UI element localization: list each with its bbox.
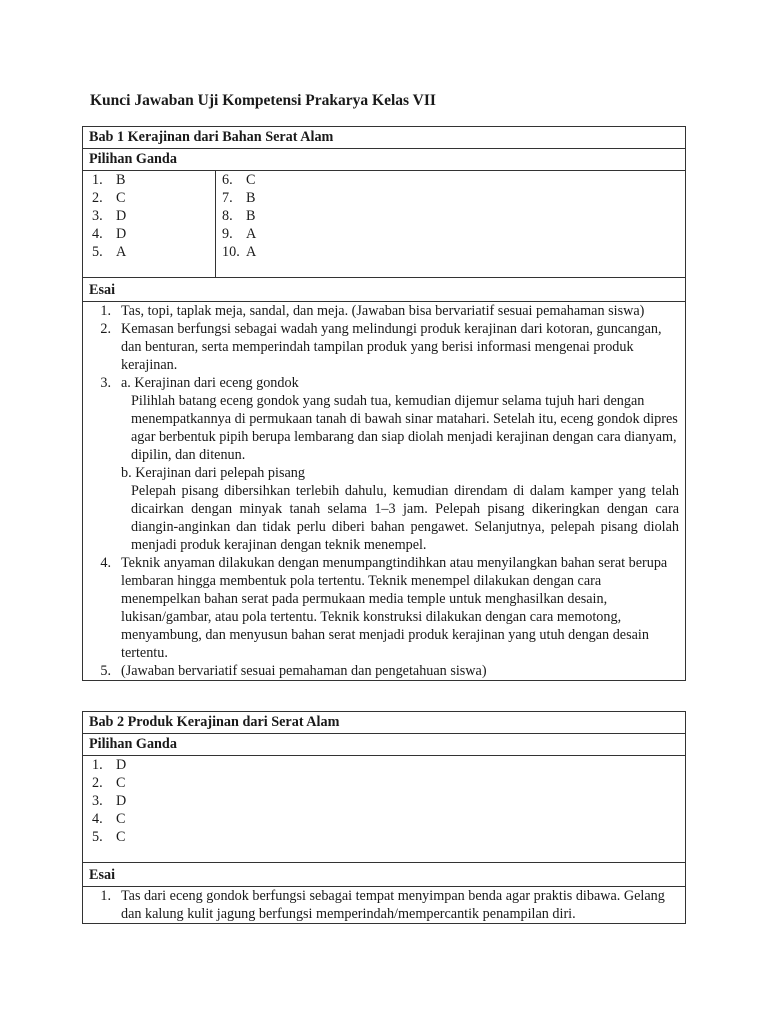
- mc-answer: 1. D: [92, 757, 127, 773]
- mc-answer: 10. A: [222, 244, 257, 260]
- essay-subtitle: a. Kerajinan dari eceng gondok: [121, 375, 299, 391]
- bab2-esai-label: Esai: [83, 863, 686, 887]
- bab2-pilihan-ganda-label: Pilihan Ganda: [83, 734, 686, 756]
- mc-answer: 8. B: [222, 208, 256, 224]
- essay-paragraph: Pilihlah batang eceng gondok yang sudah tua, kemudian dijemur selama tujuh hari dengan menempatkannya di permukaan tanah di bawah sinar matahari. Setelah itu, eceng gondok dipres agar berbentuk pipih berupa lembarang dan siap diolah menjadi kerajinan dengan cara dianyam, dipilin, dan ditenun.: [131, 393, 678, 463]
- mc-answer: 4. C: [92, 811, 126, 827]
- essay-answer: 4. Teknik anyaman dilakukan dengan menumpangtindihkan atau menyilangkan bahan serat berupa lembaran hingga membentuk pola tertentu. Teknik menempel dilakukan dengan cara menempelkan bahan serat pada permukaan media temple untuk menghasilkan desain, lukisan/gambar, atau pola tertentu. Teknik konstruksi dilakukan dengan cara memotong, menyambung, dan menyusun bahan serat menjadi produk kerajinan yang utuh dengan desain tertentu.: [100, 555, 668, 661]
- bab1-esai-label: Esai: [83, 278, 686, 302]
- mc-answer: 7. B: [222, 190, 256, 206]
- mc-answer: 2. C: [92, 190, 126, 206]
- essay-answer: 1. Tas, topi, taplak meja, sandal, dan meja. (Jawaban bisa bervariatif sesuai pemahaman siswa): [100, 303, 645, 319]
- essay-answer: 2. Kemasan berfungsi sebagai wadah yang melindungi produk kerajinan dari kotoran, guncangan, dan benturan, serta memperindah tampilan produk yang berisi informasi mengenai produk kerajinan.: [100, 321, 662, 373]
- bab1-mc-left: [83, 171, 216, 278]
- bab2-answer-table: [82, 711, 686, 924]
- mc-answer: 9. A: [222, 226, 257, 242]
- bab1-mc-right: [216, 171, 686, 278]
- mc-answer: 3. D: [92, 793, 127, 809]
- bab1-pilihan-ganda-label: Pilihan Ganda: [83, 149, 686, 171]
- bab2-esai-answers: [83, 887, 686, 924]
- mc-answer: 4. D: [92, 226, 127, 242]
- essay-answer: 1. Tas dari eceng gondok berfungsi sebagai tempat menyimpan benda agar praktis dibawa. Gelang dan kalung kulit jagung berfungsi memperindah/mempercantik penampilan diri.: [100, 888, 665, 922]
- mc-answer: 1. B: [92, 172, 126, 188]
- mc-answer: 3. D: [92, 208, 127, 224]
- essay-paragraph: Pelepah pisang dibersihkan terlebih dahulu, kemudian direndam di dalam kamper yang telah dicairkan dengan minyak tanah selama 1–3 jam. Pelepah pisang dikeringkan dengan cara diangin-anginkan dan tidak perlu diberi bahan pengawet. Selanjutnya, pelepah pisang diolah menjadi produk kerajinan dengan teknik menempel.: [131, 483, 679, 553]
- essay-answer: 5. (Jawaban bervariatif sesuai pemahaman dan pengetahuan siswa): [100, 663, 487, 679]
- bab1-answer-table: [82, 126, 686, 681]
- bab2-mc: [83, 756, 686, 863]
- essay-answer: 3. a. Kerajinan dari eceng gondok Pilihlah batang eceng gondok yang sudah tua, kemudian dijemur selama tujuh hari dengan menempatkannya di permukaan tanah di bawah sinar matahari. Setelah itu, eceng gondok dipres agar berbentuk pipih berupa lembarang dan siap diolah menjadi kerajinan dengan cara dianyam, dipilin, dan ditenun. b. Kerajinan dari pelepah pisang Pelepah pisang dibersihkan terlebih dahulu, kemudian direndam di dalam kamper yang telah dicairkan dengan minyak tanah selama 1–3 jam. Pelepah pisang dikeringkan dengan cara diangin-anginkan dan tidak perlu diberi bahan pengawet. Selanjutnya, pelepah pisang diolah menjadi produk kerajinan dengan teknik menempel.: [100, 375, 679, 553]
- bab1-esai-answers: [83, 302, 686, 681]
- page-title: Kunci Jawaban Uji Kompetensi Prakarya Kelas VII: [90, 92, 436, 109]
- bab2-title: Bab 2 Produk Kerajinan dari Serat Alam: [83, 712, 686, 734]
- essay-subtitle: b. Kerajinan dari pelepah pisang: [121, 465, 305, 481]
- mc-answer: 5. A: [92, 244, 127, 260]
- mc-answer: 2. C: [92, 775, 126, 791]
- mc-answer: 5. C: [92, 829, 126, 845]
- mc-answer: 6. C: [222, 172, 256, 188]
- bab1-title: Bab 1 Kerajinan dari Bahan Serat Alam: [83, 127, 686, 149]
